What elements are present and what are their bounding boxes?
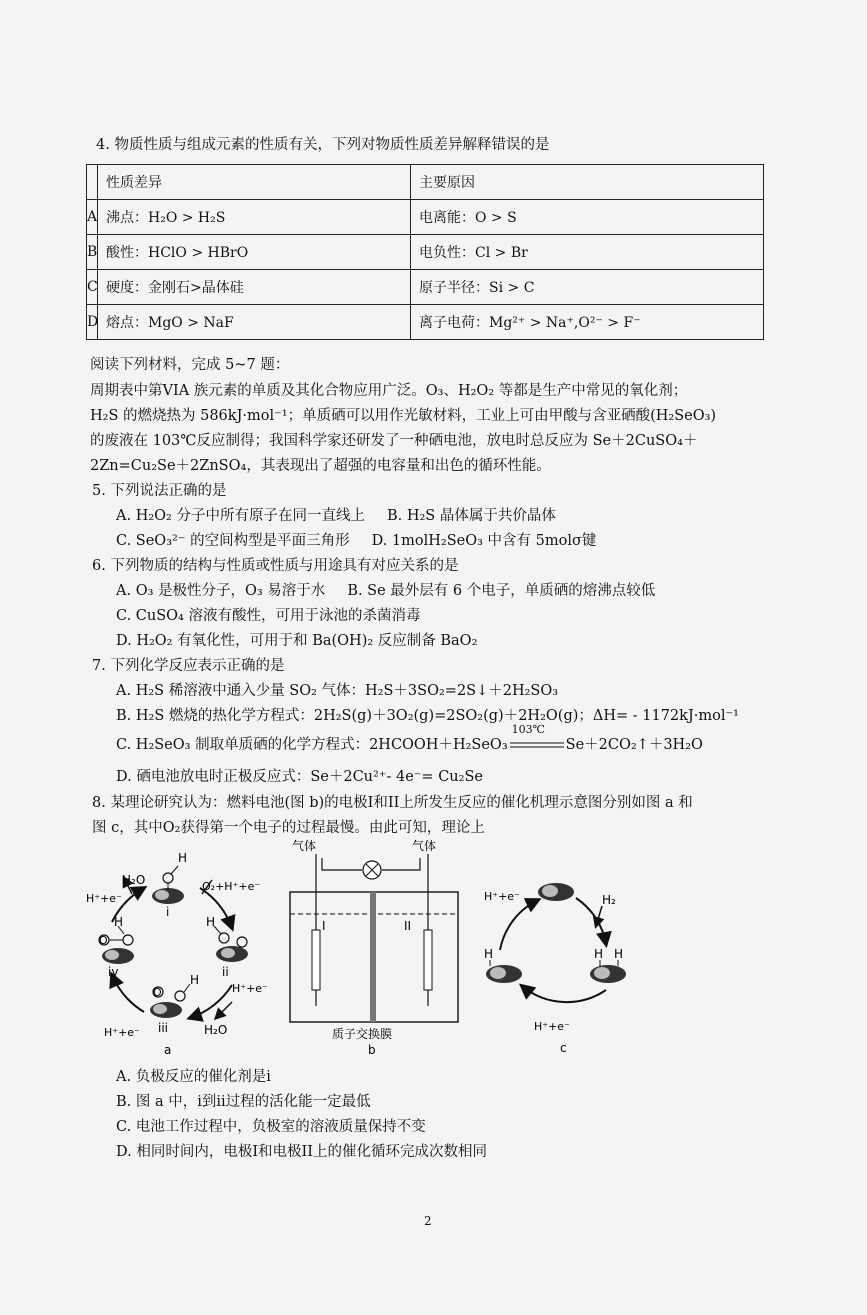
site-i (152, 866, 184, 904)
label-h2o-bottom: H₂O (204, 1023, 228, 1037)
q4-table (86, 164, 764, 340)
table-row (87, 270, 764, 305)
q6-option-b: B. Se 最外层有 6 个电子，单质硒的熔沸点较低 (347, 583, 656, 599)
q7-reaction-arrow (508, 723, 566, 753)
q8-option-b: B. 图 a 中，i到ii过程的活化能一定最低 (116, 1094, 371, 1110)
passage-line: H₂S 的燃烧热为 586kJ·mol⁻¹；单质硒可以用作光敏材料，工业上可由甲酸与含亚硒酸(H₂SeO₃) (90, 408, 717, 424)
table-header-diff: 性质差异 (98, 165, 411, 200)
label-h-ii: H (206, 915, 216, 929)
q5-options-cd (116, 534, 618, 549)
page-number: 2 (424, 1214, 432, 1228)
label-hpe-bottom: H⁺+e⁻ (534, 1020, 570, 1033)
label-o-iii: O (153, 986, 162, 999)
q7-option-b: B. H₂S 燃烧的热化学方程式：2H₂S(g)＋3O₂(g)=2SO₂(g)＋2H₂O(g)；ΔH= - 1172kJ·mol⁻¹ (116, 708, 739, 724)
caption-a: a (164, 1043, 172, 1057)
atom-o (163, 873, 173, 883)
table-header-row (87, 165, 764, 200)
label-h-right-1: H (594, 947, 604, 961)
row-diff: 硬度：金刚石>晶体硅 (98, 270, 411, 305)
q6-stem: 6. 下列物质的结构与性质或性质与用途具有对应关系的是 (92, 558, 459, 574)
caption-b: b (368, 1043, 376, 1057)
q5-option-b: B. H₂S 晶体属于共价晶体 (386, 508, 556, 524)
site-ii (214, 926, 248, 962)
label-iv: iv (108, 965, 119, 979)
label-o-iv: O (99, 934, 108, 947)
q5-option-c: C. SeO₃²⁻ 的空间构型是平面三角形 (116, 533, 350, 549)
membrane-label: 质子交换膜 (332, 1027, 393, 1041)
table-row (87, 235, 764, 270)
q7-condition: 103℃ (511, 723, 545, 736)
electrode-2-label: II (404, 919, 412, 933)
electrode-1-label: I (322, 919, 326, 933)
label-i: i (166, 905, 170, 919)
label-h-iii: H (190, 973, 200, 987)
q7-option-c-right: Se＋2CO₂↑＋3H₂O (565, 737, 703, 753)
caption-c: c (560, 1041, 567, 1055)
row-label: C (87, 270, 98, 305)
passage-line: 的废液在 103℃反应制得；我国科学家还研发了一种硒电池，放电时总反应为 Se＋2CuSO₄＋ (90, 433, 698, 449)
q8-stem: 8. 某理论研究认为：燃料电池(图 b)的电极I和II上所发生反应的催化机理示意图分别如图 a 和 (92, 795, 693, 811)
row-diff: 沸点：H₂O > H₂S (98, 200, 411, 235)
figure-b (286, 836, 466, 1060)
label-hpe-top: H⁺+e⁻ (484, 890, 520, 903)
figure-a (82, 840, 292, 1060)
row-reason: 离子电荷：Mg²⁺ > Na⁺,O²⁻ > F⁻ (411, 305, 764, 340)
q7-option-a: A. H₂S 稀溶液中通入少量 SO₂ 气体：H₂S＋3SO₂=2S↓＋2H₂SO₃ (116, 683, 559, 699)
figure-c (478, 870, 648, 1060)
row-reason: 电离能：O > S (411, 200, 764, 235)
site-c-right (590, 965, 626, 983)
q6-option-c: C. CuSO₄ 溶液有酸性，可用于泳池的杀菌消毒 (116, 608, 421, 624)
q8-option-a: A. 负极反应的催化剂是i (116, 1069, 271, 1085)
gas-left-label: 气体 (292, 839, 317, 853)
label-iii: iii (158, 1021, 169, 1035)
label-hpe-right: H⁺+e⁻ (232, 982, 268, 995)
q8-option-d: D. 相同时间内，电极I和电极II上的催化循环完成次数相同 (116, 1144, 488, 1160)
q4-stem: 4. 物质性质与组成元素的性质有关，下列对物质性质差异解释错误的是 (96, 137, 550, 153)
label-h: H (178, 851, 188, 865)
row-label: B (87, 235, 98, 270)
q8-option-c: C. 电池工作过程中，负极室的溶液质量保持不变 (116, 1119, 426, 1135)
table-row (87, 305, 764, 340)
passage-line: 周期表中第VIA 族元素的单质及其化合物应用广泛。O₃、H₂O₂ 等都是生产中常见的氧化剂； (90, 383, 688, 399)
site-c-left (486, 965, 522, 983)
label-hpe-bottom: H⁺+e⁻ (104, 1026, 140, 1039)
q5-option-d: D. 1molH₂SeO₃ 中含有 5molσ键 (371, 533, 597, 549)
table-header-label (87, 165, 98, 200)
gas-right-label: 气体 (412, 839, 437, 853)
table-header-reason: 主要原因 (411, 165, 764, 200)
row-diff: 酸性：HClO > HBrO (98, 235, 411, 270)
q5-option-a: A. H₂O₂ 分子中所有原子在同一直线上 (116, 508, 365, 524)
row-label: D (87, 305, 98, 340)
row-reason: 原子半径：Si > C (411, 270, 764, 305)
q7-stem: 7. 下列化学反应表示正确的是 (92, 658, 285, 674)
label-h-left: H (484, 947, 494, 961)
row-label: A (87, 200, 98, 235)
q7-option-c-left: C. H₂SeO₃ 制取单质硒的化学方程式：2HCOOH＋H₂SeO₃ (116, 737, 508, 753)
q7-option-d: D. 硒电池放电时正极反应式：Se＋2Cu²⁺- 4e⁻= Cu₂Se (116, 769, 483, 785)
q6-option-a: A. O₃ 是极性分子，O₃ 易溶于水 (116, 583, 326, 599)
passage-intro: 阅读下列材料，完成 5~7 题： (90, 357, 290, 373)
label-h-right-2: H (614, 947, 624, 961)
label-o2: O₂+H⁺+e⁻ (202, 880, 261, 893)
label-h2o-top: H₂O (122, 873, 146, 887)
q5-options-ab (116, 509, 578, 524)
label-h-iv: H (114, 915, 124, 929)
proton-exchange-membrane (370, 892, 376, 1022)
q6-options-ab (116, 584, 677, 599)
passage-line: 2Zn=Cu₂Se＋2ZnSO₄，其表现出了超强的电容量和出色的循环性能。 (90, 458, 551, 474)
row-diff: 熔点：MgO > NaF (98, 305, 411, 340)
q7-option-c (116, 723, 725, 753)
lamp-icon (363, 861, 381, 879)
q8-stem: 图 c，其中O₂获得第一个电子的过程最慢。由此可知，理论上 (92, 820, 485, 836)
label-hpe-left: H⁺+e⁻ (86, 892, 122, 905)
table-row (87, 200, 764, 235)
label-ii: ii (222, 965, 229, 979)
q6-option-d: D. H₂O₂ 有氧化性，可用于和 Ba(OH)₂ 反应制备 BaO₂ (116, 633, 478, 649)
q5-stem: 5. 下列说法正确的是 (92, 483, 227, 499)
label-h2: H₂ (602, 893, 616, 907)
row-reason: 电负性：Cl > Br (411, 235, 764, 270)
site-c-top (538, 883, 574, 901)
